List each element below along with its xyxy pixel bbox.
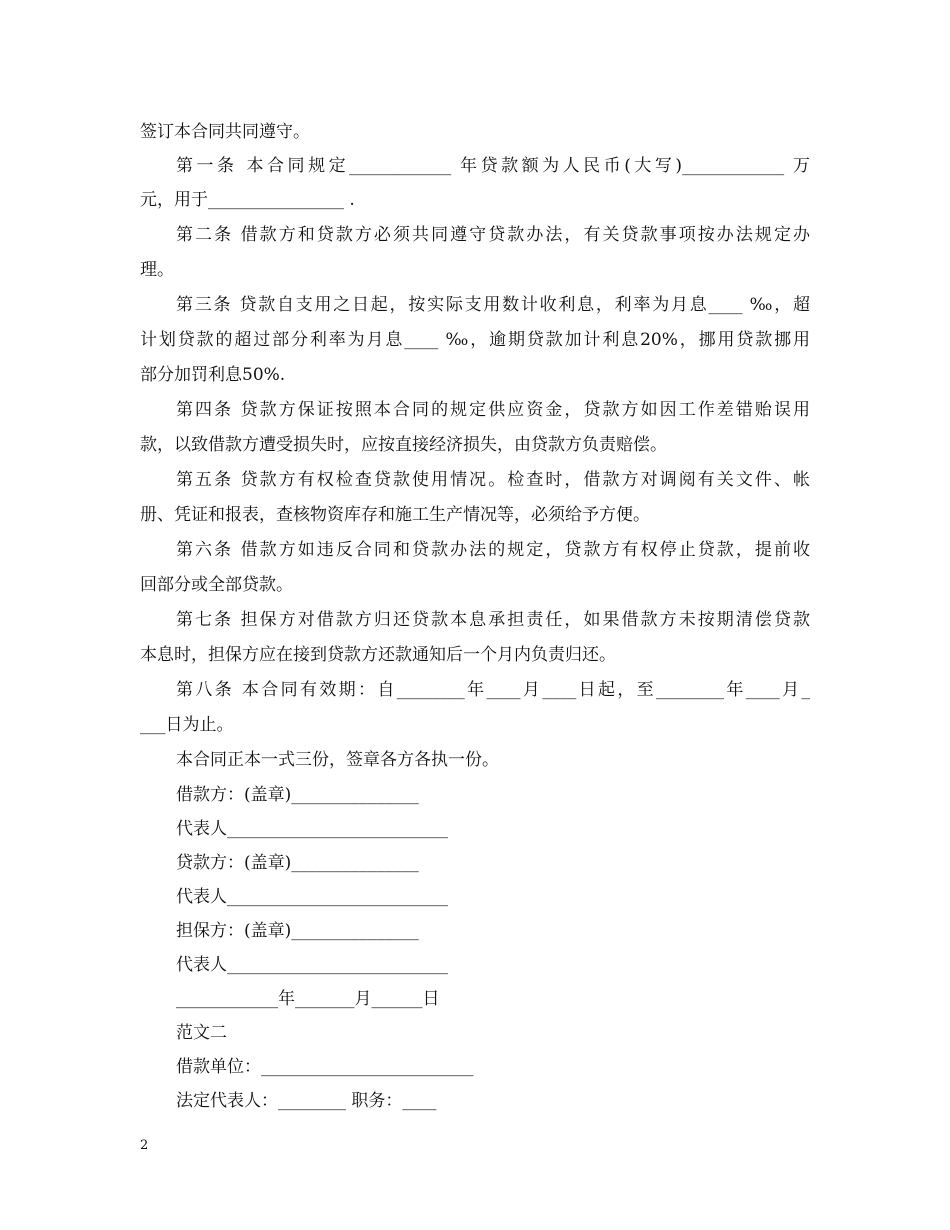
lender-seal-line: 贷款方：(盖章)_______________: [176, 853, 419, 873]
article-2-line-2: 理。: [140, 260, 174, 280]
article-6-line-1: 第六条 借款方如违反合同和贷款办法的规定，贷款方有权停止贷款，提前收: [176, 540, 810, 560]
borrower-representative-line: 代表人__________________________: [176, 819, 448, 839]
signing-date-line: ____________年_______月______日: [176, 989, 440, 1009]
article-4-line-2: 款，以致借款方遭受损失时，应按直接经济损失，由贷款方负责赔偿。: [140, 435, 667, 455]
text-line: 签订本合同共同遵守。: [140, 122, 310, 142]
borrowing-unit-line: 借款单位：_________________________: [176, 1057, 474, 1077]
article-3-line-2: 计划贷款的超过部分利率为月息____ ‰，逾期贷款加计利息20%，挪用贷款挪用: [140, 330, 810, 350]
article-8-line-2: ___日为止。: [140, 715, 234, 735]
article-7-line-1: 第七条 担保方对借款方归还贷款本息承担责任，如果借款方未按期清偿贷款: [176, 610, 810, 630]
article-7-line-2: 本息时，担保方应在接到贷款方还款通知后一个月内负责归还。: [140, 645, 616, 665]
article-3-line-3: 部分加罚利息50%.: [140, 365, 286, 385]
article-8-line-1: 第八条 本合同有效期：自________年____月____日起，至________年____月_: [176, 680, 810, 700]
article-6-line-2: 回部分或全部贷款。: [140, 575, 293, 595]
article-1-line-1: 第一条 本合同规定____________ 年贷款额为人民币(大写)____________ 万: [176, 156, 810, 176]
article-4-line-1: 第四条 贷款方保证按照本合同的规定供应资金，贷款方如因工作差错贻误用: [176, 400, 810, 420]
legal-representative-line: 法定代表人：________ 职务：____: [176, 1091, 437, 1111]
article-3-line-1: 第三条 贷款自支用之日起，按实际支用数计收利息，利率为月息____ ‰，超: [176, 295, 810, 315]
article-1-line-2: 元，用于________________ .: [140, 190, 355, 210]
article-5-line-1: 第五条 贷款方有权检查贷款使用情况。检查时，借款方对调阅有关文件、帐: [176, 470, 810, 490]
borrower-seal-line: 借款方：(盖章)_______________: [176, 785, 419, 805]
page-number: 2: [140, 1138, 149, 1153]
section-heading: 范文二: [176, 1023, 227, 1043]
lender-representative-line: 代表人__________________________: [176, 887, 448, 907]
article-2-line-1: 第二条 借款方和贷款方必须共同遵守贷款办法，有关贷款事项按办法规定办: [176, 225, 810, 245]
article-5-line-2: 册、凭证和报表，查核物资库存和施工生产情况等，必须给予方便。: [140, 505, 650, 525]
guarantor-seal-line: 担保方：(盖章)_______________: [176, 921, 419, 941]
guarantor-representative-line: 代表人__________________________: [176, 955, 448, 975]
copies-statement: 本合同正本一式三份，签章各方各执一份。: [176, 750, 499, 770]
